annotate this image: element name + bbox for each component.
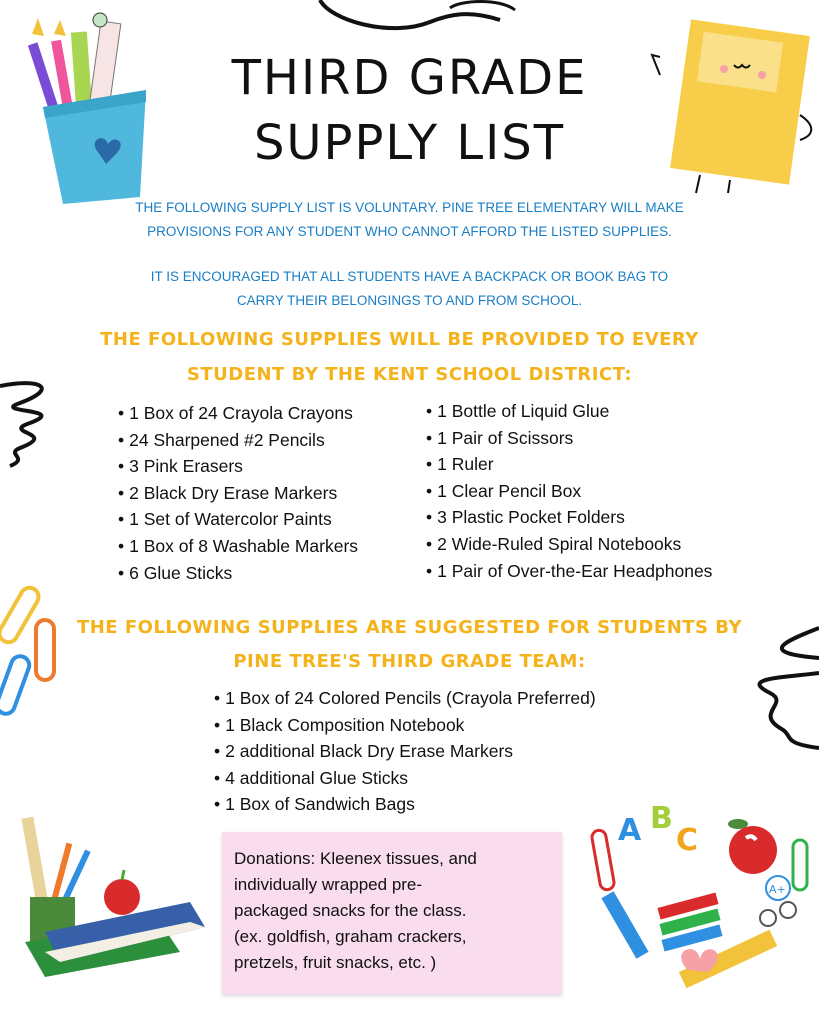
donations-line-2: individually wrapped pre- [234, 875, 423, 894]
intro-line-1: THE FOLLOWING SUPPLY LIST IS VOLUNTARY. PINE TREE ELEMENTARY WILL MAKE [135, 200, 684, 215]
a-plus-badge: A+ [769, 883, 786, 896]
donations-line-5: pretzels, fruit snacks, etc. ) [234, 953, 437, 972]
pencil-cup-icon [18, 12, 153, 207]
donations-line-3: packaged snacks for the class. [234, 901, 467, 920]
heart-letter-b: B [650, 801, 673, 836]
provided-list-left [118, 400, 358, 586]
page-title-line-1: THIRD GRADE [231, 50, 588, 106]
intro-line-3: IT IS ENCOURAGED THAT ALL STUDENTS HAVE A BACKPACK OR BOOK BAG TO [150, 269, 669, 284]
list-item: • 1 Box of 24 Colored Pencils (Crayola Preferred) [214, 685, 596, 712]
scribble-left-icon [0, 378, 70, 468]
intro-line-4: CARRY THEIR BELONGINGS TO AND FROM SCHOOL. [236, 293, 583, 308]
list-item: • 4 additional Glue Sticks [214, 765, 596, 792]
list-item: • 1 Pair of Over-the-Ear Headphones [426, 558, 712, 585]
intro-line-2: PROVISIONS FOR ANY STUDENT WHO CANNOT AFFORD THE LISTED SUPPLIES. [147, 224, 672, 239]
books-apple-icon [10, 812, 210, 992]
page-title-line-2: SUPPLY LIST [253, 115, 566, 171]
provided-heading-line-2: STUDENT BY THE KENT SCHOOL DISTRICT: [186, 364, 633, 385]
donations-line-1: Donations: Kleenex tissues, and [234, 849, 477, 868]
provided-list-right [426, 398, 712, 584]
list-item: • 1 Box of 8 Washable Markers [118, 533, 358, 560]
list-item: • 1 Set of Watercolor Paints [118, 506, 358, 533]
list-item: • 6 Glue Sticks [118, 560, 358, 587]
heart-letter-c: C [676, 823, 699, 858]
school-supplies-heart-icon [588, 800, 813, 990]
list-item: • 1 Box of Sandwich Bags [214, 791, 596, 818]
list-item: • 2 additional Black Dry Erase Markers [214, 738, 596, 765]
list-item: • 1 Black Composition Notebook [214, 712, 596, 739]
provided-heading-line-1: THE FOLLOWING SUPPLIES WILL BE PROVIDED TO EVERY [100, 329, 699, 350]
swirl-flourish-icon [300, 0, 530, 40]
donations-note [222, 832, 562, 994]
donations-line-4: (ex. goldfish, graham crackers, [234, 927, 467, 946]
list-item: • 3 Pink Erasers [118, 453, 358, 480]
scribble-right-icon [740, 618, 819, 758]
list-item: • 24 Sharpened #2 Pencils [118, 427, 358, 454]
suggested-heading-line-2: PINE TREE'S THIRD GRADE TEAM: [233, 651, 586, 672]
suggested-heading-line-1: THE FOLLOWING SUPPLIES ARE SUGGESTED FOR STUDENTS BY [76, 617, 743, 638]
list-item: • 1 Box of 24 Crayola Crayons [118, 400, 358, 427]
list-item: • 2 Black Dry Erase Markers [118, 480, 358, 507]
list-item: • 3 Plastic Pocket Folders [426, 504, 712, 531]
list-item: • 1 Pair of Scissors [426, 425, 712, 452]
list-item: • 2 Wide-Ruled Spiral Notebooks [426, 531, 712, 558]
list-item: • 1 Bottle of Liquid Glue [426, 398, 712, 425]
list-item: • 1 Ruler [426, 451, 712, 478]
heart-letter-a: A [618, 813, 642, 848]
suggested-list [214, 685, 596, 818]
list-item: • 1 Clear Pencil Box [426, 478, 712, 505]
paperclips-icon [0, 580, 70, 730]
